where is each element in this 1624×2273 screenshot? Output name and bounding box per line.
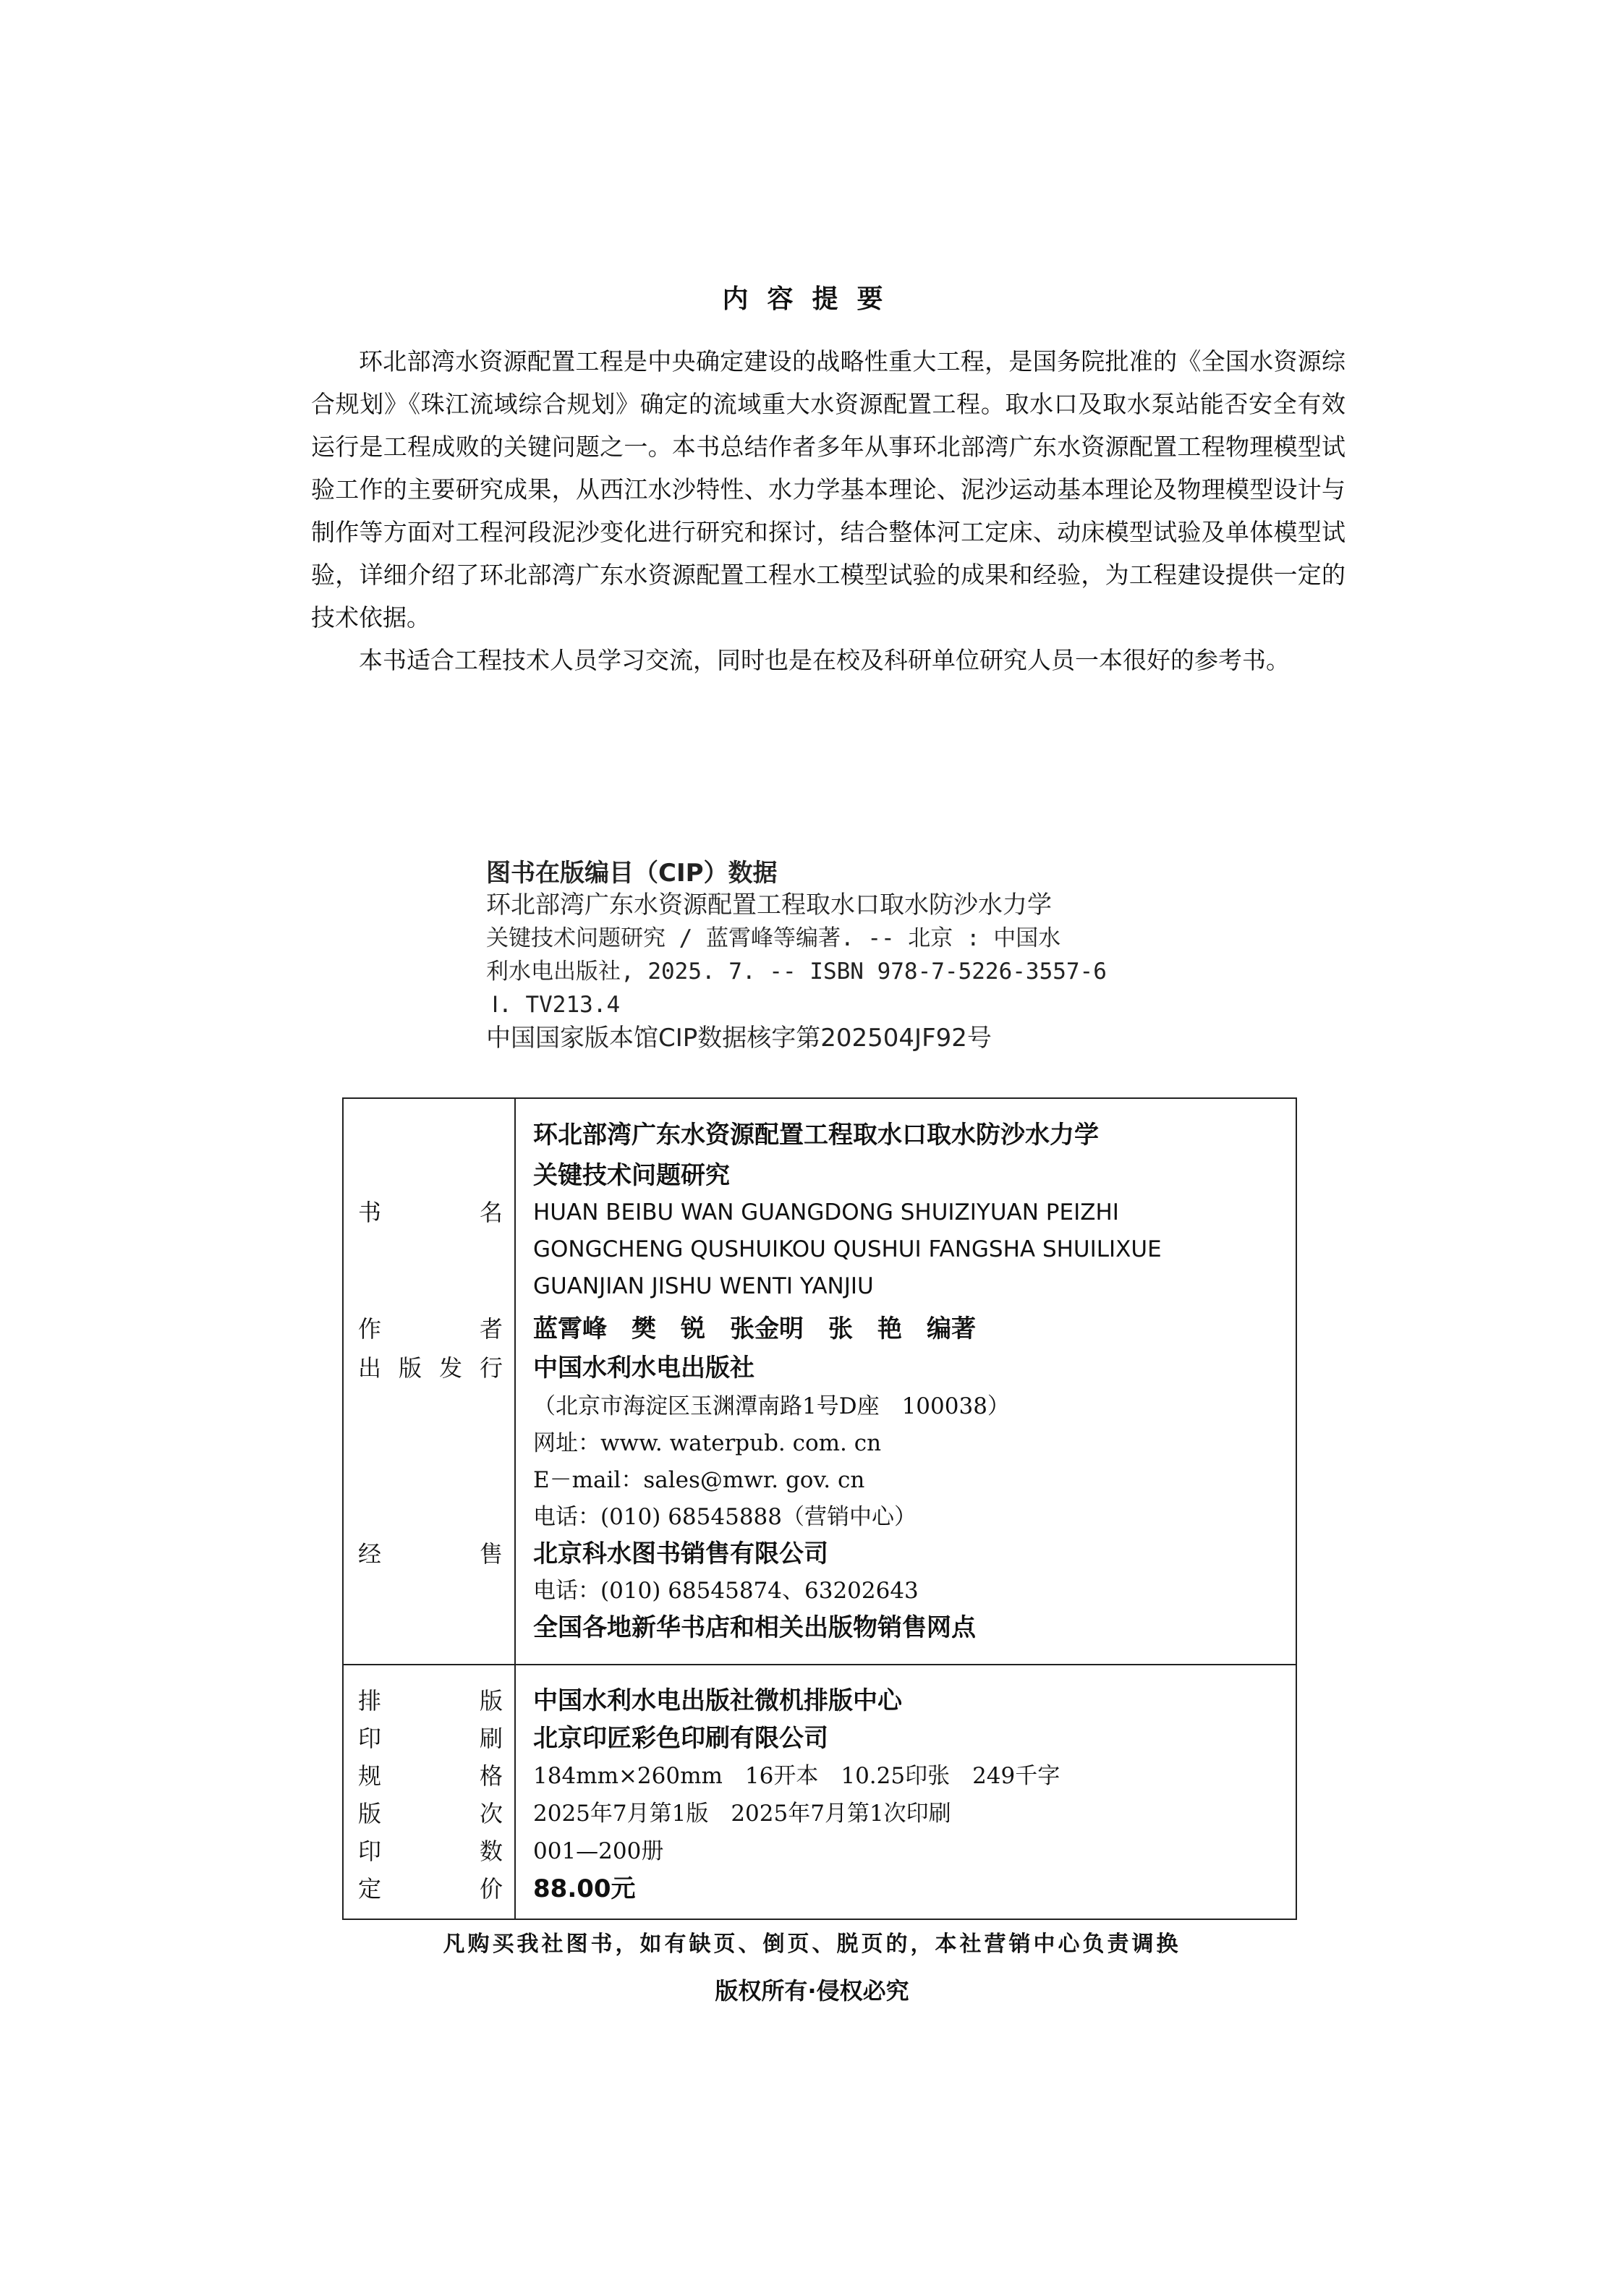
label-publisher: 出 版 发 行 (358, 1354, 503, 1382)
summary-paragraph-1: 环北部湾水资源配置工程是中央确定建设的战略性重大工程，是国务院批准的《全国水资源综合规划》《珠江流域综合规划》确定的流域重大水资源配置工程。取水口及取水泵站能否安全有效运行是工程成败的关键问题之一。本书总结作者多年从事环北部湾广东水资源配置工程物理模型试验工作的主要研究成果，从西江水沙特性、水力学基本理论、泥沙运动基本理论及物理模型设计与制作等方面对工程河段泥沙变化进行研究和探讨，结合整体河工定床、动床模型试验及单体模型试验，详细介绍了环北部湾广东水资源配置工程水工模型试验的成果和经验，为工程建设提供一定的技术依据。 (311, 347, 1345, 632)
price: 88.00元 (533, 1874, 636, 1903)
label-spec: 规 格 (358, 1762, 503, 1790)
cip-heading: 图书在版编目（CIP）数据 (486, 859, 778, 888)
label-price: 定 价 (358, 1875, 503, 1903)
label-author: 作 者 (358, 1315, 503, 1343)
summary-paragraph-2: 本书适合工程技术人员学习交流，同时也是在校及科研单位研究人员一本很好的参考书。 (359, 646, 1290, 674)
title-en-3: GUANJIAN JISHU WENTI YANJIU (533, 1273, 874, 1299)
label-edition: 版 次 (358, 1800, 503, 1827)
distributor: 北京科水图书销售有限公司 (533, 1539, 828, 1568)
title-cn-1: 环北部湾广东水资源配置工程取水口取水防沙水力学 (533, 1121, 1099, 1150)
distributor-phone: 电话：(010) 68545874、63202643 (533, 1578, 919, 1604)
publisher-email: E－mail：sales@mwr. gov. cn (533, 1467, 865, 1493)
table-divider-vertical (514, 1099, 516, 1919)
copyright-notice: 版权所有·侵权必究 (715, 1977, 909, 2005)
cip-line-1: 环北部湾广东水资源配置工程取水口取水防沙水力学 (486, 891, 1052, 919)
distributor-note: 全国各地新华书店和相关出版物销售网点 (533, 1613, 976, 1642)
book-info-table (342, 1097, 1297, 1920)
spec: 184mm×260mm 16开本 10.25印张 249千字 (533, 1763, 1060, 1789)
title-en-2: GONGCHENG QUSHUIKOU QUSHUI FANGSHA SHUILIXUE (533, 1236, 1162, 1262)
cip-line-3: 利水电出版社, 2025. 7. -- ISBN 978-7-5226-3557-6 (486, 959, 1107, 985)
publisher-address: （北京市海淀区玉渊潭南路1号D座 100038） (533, 1393, 1010, 1419)
cip-line-5: 中国国家版本馆CIP数据核字第202504JF92号 (486, 1024, 992, 1053)
edition: 2025年7月第1版 2025年7月第1次印刷 (533, 1801, 951, 1827)
typeset: 中国水利水电出版社微机排版中心 (533, 1686, 902, 1715)
label-title: 书 名 (358, 1199, 503, 1226)
replacement-note: 凡购买我社图书，如有缺页、倒页、脱页的，本社营销中心负责调换 (443, 1932, 1181, 1957)
table-divider-horizontal (344, 1664, 1296, 1665)
cip-line-4: Ⅰ. TV213.4 (492, 992, 621, 1018)
title-en-1: HUAN BEIBU WAN GUANGDONG SHUIZIYUAN PEIZHI (533, 1199, 1119, 1225)
summary-title: 内容提要 (722, 284, 902, 314)
publisher-website: 网址：www. waterpub. com. cn (533, 1430, 882, 1456)
label-printer: 印 刷 (358, 1725, 503, 1752)
publisher: 中国水利水电出版社 (533, 1354, 754, 1382)
title-cn-2: 关键技术问题研究 (533, 1161, 730, 1190)
cip-line-2: 关键技术问题研究 / 蓝霄峰等编著. -- 北京 : 中国水 (486, 925, 1061, 951)
printer: 北京印匠彩色印刷有限公司 (533, 1724, 828, 1753)
label-print-run: 印 数 (358, 1837, 503, 1865)
publisher-phone: 电话：(010) 68545888（营销中心） (533, 1504, 917, 1530)
label-distributor: 经 售 (358, 1540, 503, 1568)
authors: 蓝霄峰 樊 锐 张金明 张 艳 编著 (533, 1314, 976, 1343)
print-run: 001—200册 (533, 1838, 664, 1864)
label-typeset: 排 版 (358, 1687, 503, 1715)
